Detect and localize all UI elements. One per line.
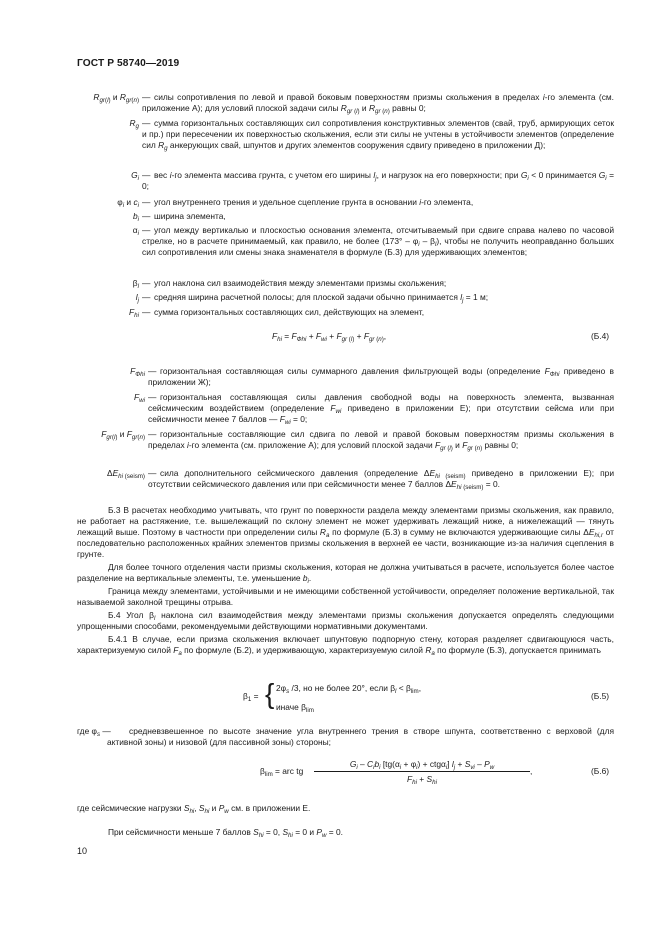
definition-dash: —	[142, 170, 151, 180]
formula-b5-case-1: $2\varphi_s$ /3, но не более 20°, если $\beta_l < \beta_{lim}$,	[276, 683, 422, 695]
formula-b6-number: (Б.6)	[591, 766, 610, 776]
definition-dash: —	[142, 211, 151, 221]
formula-b4: $F_{hi} = F_{Фhi} + F_{wi} + F_{gr (l)} + F_{gr (n)}$,	[272, 331, 387, 343]
definition-text: сумма горизонтальных составляющих сил сопротивления конструктивных элементов (свай, труб, армирующих сеток и пр.) при пересечении их поверхностью скольжения, если эти силы не учтены в устойчивости элементов (определение сил $R_g$ анкерующих свай, шпунтов и других элементов сооружения сдвигу приведено в приложении Д);	[142, 118, 614, 153]
paragraph-more-precise: Для более точного отделения части призмы скольжения, которая не должна учитываться в расчете, используется более частое разделение на вертикальные элементы, т.е. уменьшение $b_i$.	[77, 562, 614, 586]
definition-dash: —	[142, 197, 151, 207]
definition-dash: —	[142, 225, 151, 235]
formula-b6-numerator: $G_i - C_ib_i$ $[tg(\alpha_i + \varphi_i) + ctg\alpha_i] l_j + S_{vi} - P_w$	[314, 759, 530, 772]
formula-b5-brace: {	[265, 678, 275, 709]
formula-b4-number: (Б.4)	[591, 331, 610, 341]
definition-dash: —	[142, 92, 151, 102]
page-number: 10	[77, 846, 88, 856]
definition-term: $R_g$	[129, 118, 139, 130]
definition-dash: —	[148, 468, 157, 478]
definition-term: $F_{wi}$	[134, 392, 145, 404]
definition-term: $l_j$	[135, 292, 139, 304]
definition-term: $G_i$	[131, 170, 139, 182]
seismic-loads-note: где сейсмические нагрузки $S_{hi}$, $S_{hi}$ и $P_w$ см. в приложении Е.	[77, 803, 311, 815]
definition-text: сумма горизонтальных составляющих сил, действующих на элемент,	[154, 307, 425, 317]
formula-b6-denominator: $F_{hi} + S_{hi}$	[407, 774, 437, 787]
definition-text: угол наклона сил взаимодействия между элементами призмы скольжения;	[154, 278, 447, 288]
definition-text: горизонтальная составляющая силы давления свободной воды на поверхность элемента, вызванная сейсмическим воздействием (определение $F_{wi}$ приведено в приложении Е); при отсутствии сейсма или при сейсмичности менее 7 баллов — $F_{wi} = 0$;	[148, 392, 614, 427]
definition-term: $F_{gr(l)}$ и $F_{gr(n)}$	[101, 429, 145, 441]
definition-term: $F_{Фhi}$	[130, 366, 145, 378]
definition-text: ширина элемента,	[154, 211, 226, 221]
formula-b6-lhs: $\beta_{lim}$ = arc tg	[260, 766, 304, 778]
definition-dash: —	[142, 278, 151, 288]
def-phi-s-term: где $\varphi_s$ —	[77, 726, 111, 738]
definition-term: $R_{gr(l)}$ и $R_{gr(n)}$	[93, 92, 139, 104]
definition-text: сила дополнительного сейсмического давления (определение $\Delta E_{hi (seism)}$ приведено в приложении Е); при отсутствии сейсмического давления или при сейсмичности менее 7 баллов $\Delta E_{hi (seism)} = 0$.	[148, 468, 615, 492]
definition-dash: —	[142, 118, 151, 128]
formula-b6-comma: ,	[530, 766, 533, 776]
paragraph-b4: Б.4 Угол $\beta_l$ наклона сил взаимодействия между элементами призмы скольжения допускается определять следующими упрощенными способами, рекомендуемыми действующими нормативными документами.	[77, 610, 614, 632]
definition-dash: —	[142, 307, 151, 317]
definition-term: $b_i$	[132, 211, 139, 223]
definition-term: $\alpha_i$	[132, 225, 139, 237]
definition-term: $\Delta E_{hi (seism)}$	[106, 468, 145, 480]
paragraph-b4-1: Б.4.1 В случае, если призма скольжения включает шпунтовую подпорную стену, которая разделяет сдвигающуюся часть, характеризуемую силой $F_a$ по формуле (Б.2), и удерживающую, характеризуемую силой $R_a$ по формуле (Б.3), допускается принимать	[77, 634, 614, 658]
definition-dash: —	[148, 392, 157, 402]
formula-b6-fraction	[314, 759, 533, 787]
definition-text: вес i-го элемента массива грунта, с учетом его ширины $l_j$, и нагрузок на его поверхности; при $G_i < 0$ принимается $G_i = 0$;	[142, 170, 615, 192]
definition-dash: —	[142, 292, 151, 302]
formula-b5-lhs: $\beta_1$ =	[243, 691, 259, 703]
definition-dash: —	[148, 366, 157, 376]
definition-text: силы сопротивления по левой и правой боковым поверхностям призмы скольжения в пределах i-го элемента (см. приложение А); для условий плоской задачи силы $R_{gr (l)}$ и $R_{gr (n)}$ равны 0;	[142, 92, 614, 116]
definition-text: угол внутреннего трения и удельное сцепление грунта в основании i-го элемента,	[154, 197, 474, 207]
definition-term: $F_{hi}$	[129, 307, 139, 319]
definition-text: горизонтальная составляющая силы суммарного давления фильтрующей воды (определение $F_{Фhi}$ приведено в приложении Ж);	[148, 366, 614, 388]
def-phi-s-text: средневзвешенное по высоте значение угла внутреннего трения в створе шпунта, соответственно с верховой (для активной зоны) и низовой (для пассивной зоны) стороны;	[107, 726, 614, 748]
document-header: ГОСТ Р 58740—2019	[77, 58, 180, 69]
formula-b5-case-2: иначе $\beta_{lim}$	[276, 702, 314, 714]
paragraph-boundary: Граница между элементами, устойчивыми и не имеющими собственной устойчивости, определяет положение вертикальной, так называемой заколной трещины отрыва.	[77, 586, 614, 608]
definition-dash: —	[148, 429, 157, 439]
definition-text: угол между вертикалью и плоскостью основания элемента, отсчитываемый при сдвиге справа налево по часовой стрелке, но в расчете принимаемый, как правило, не более $(173^\circ - \varphi_i - \beta_l)$, чтобы не получить неоправданно больших сил сопротивления или смены знака знаменателя в формуле (Б.3) для удерживающих элементов;	[142, 225, 614, 258]
seismic-less-7-note: При сейсмичности меньше 7 баллов $S_{hi} = 0$, $S_{hi} = 0$ и $P_w = 0$.	[108, 827, 344, 839]
definition-text: горизонтальные составляющие сил сдвига по левой и правой боковым поверхностям призмы скольжения в пределах i-го элемента (см. приложение А); для условий плоской задачи $F_{gr (l)}$ и $F_{gr (n)}$ равны 0;	[148, 429, 614, 453]
definition-term: $\varphi_i$ и $c_i$	[117, 197, 139, 209]
paragraph-b3: Б.3 В расчетах необходимо учитывать, что грунт по поверхности раздела между элементами призмы скольжения, как правило, не работает на растяжение, т.е. вышележащий по склону элемент не может удерживать лежащий ниже, а нижележащий — тянуть лежащий выше. Поэтому в частности при определении силы $R_a$ по формуле (Б.3) в сумму не включаются удерживающие силы $\Delta E_{hi,r}$ от последовательно расположенных крайних элементов призмы скольжения в верхней ее части, возникающие из-за наличия сцепления в грунте.	[77, 505, 614, 560]
definition-text: средняя ширина расчетной полосы; для плоской задачи обычно принимается $l_j = 1$ м;	[154, 292, 489, 304]
definition-term: $\beta_l$	[132, 278, 139, 290]
formula-b5-number: (Б.5)	[591, 691, 610, 701]
